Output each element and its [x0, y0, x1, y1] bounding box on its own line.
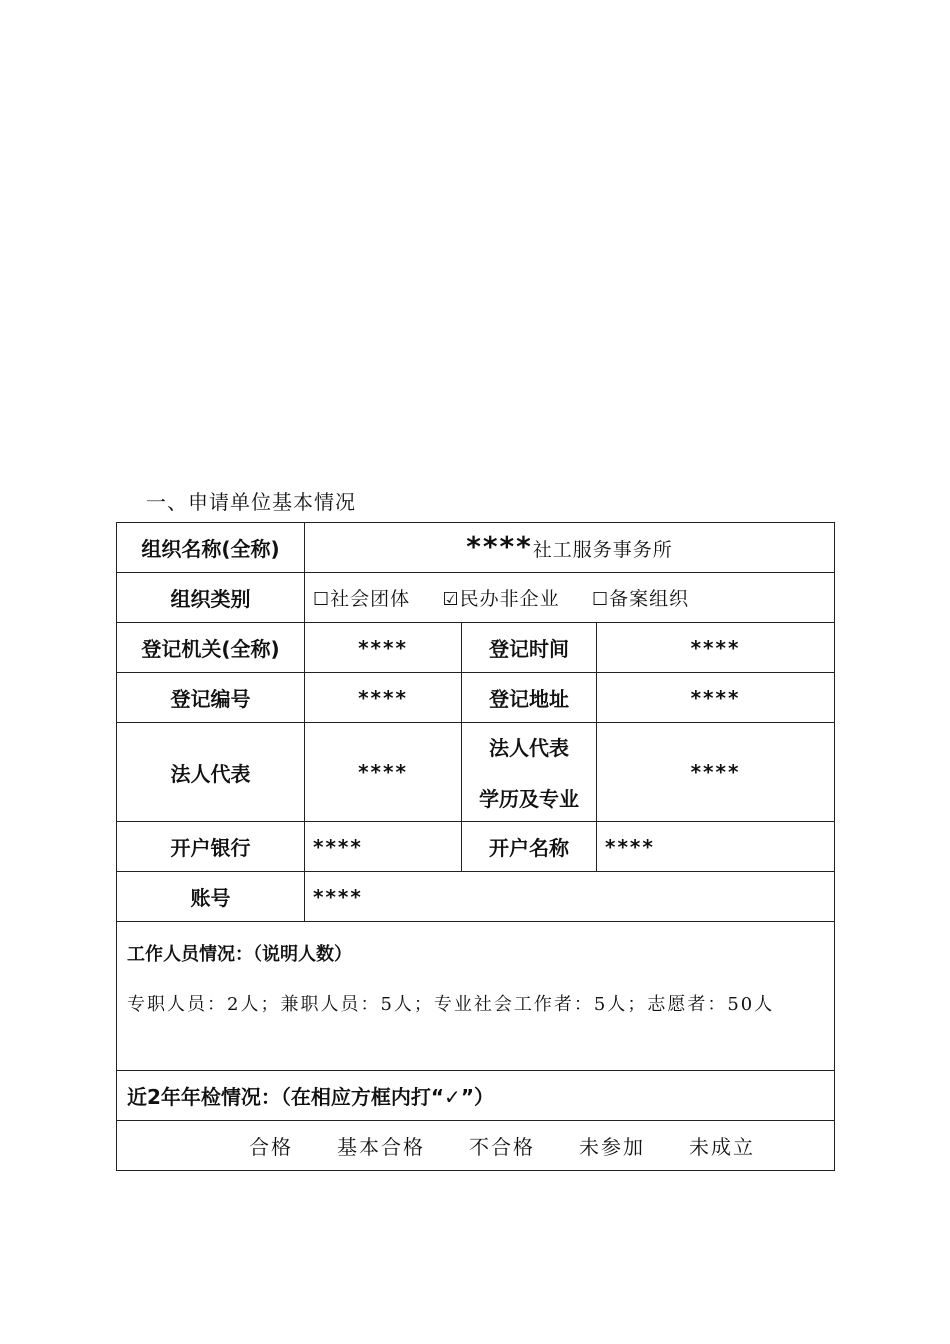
label-legal-rep-education-line1: 法人代表 [489, 736, 569, 760]
checkbox-unchecked-icon[interactable]: ☐ [592, 589, 610, 610]
value-reg-address: **** [597, 673, 835, 723]
checkbox-unchecked-icon[interactable]: ☐ [313, 589, 331, 610]
row-annual-inspection-options [117, 1121, 835, 1171]
application-form-table [116, 522, 835, 1171]
value-reg-time: **** [597, 623, 835, 673]
staff-section [117, 922, 835, 1071]
org-type-option-registered-org[interactable]: ☐备案组织 [592, 588, 690, 610]
value-account-number: **** [305, 872, 835, 922]
row-bank [117, 822, 835, 872]
row-staff [117, 922, 835, 1071]
inspection-option-basic-pass[interactable]: 基本合格 [337, 1135, 425, 1159]
checkbox-checked-icon[interactable]: ☑ [442, 589, 460, 610]
annual-inspection-heading: 近2年年检情况：（在相应方框内打“✓”） [117, 1071, 835, 1121]
row-account-number [117, 872, 835, 922]
org-name-suffix: 社工服务事务所 [532, 539, 673, 561]
label-account-number: 账号 [117, 872, 305, 922]
org-type-options [305, 573, 835, 623]
label-reg-address: 登记地址 [462, 673, 597, 723]
label-account-name: 开户名称 [462, 822, 597, 872]
label-reg-time: 登记时间 [462, 623, 597, 673]
inspection-option-fail[interactable]: 不合格 [469, 1135, 535, 1159]
row-legal-rep [117, 723, 835, 822]
label-legal-rep-education-line2: 学历及专业 [479, 787, 579, 811]
value-legal-rep-education: **** [597, 723, 835, 822]
staff-details: 专职人员：2人；兼职人员：5人；专业社会工作者：5人；志愿者：50人 [127, 994, 775, 1015]
value-reg-number: **** [305, 673, 462, 723]
staff-heading: 工作人员情况：（说明人数） [127, 944, 352, 965]
label-reg-number: 登记编号 [117, 673, 305, 723]
label-legal-rep-education [462, 723, 597, 822]
inspection-option-not-established[interactable]: 未成立 [689, 1135, 755, 1159]
value-account-name: **** [597, 822, 835, 872]
org-type-option-social-group[interactable]: ☐社会团体 [313, 588, 411, 610]
label-bank: 开户银行 [117, 822, 305, 872]
value-legal-rep: **** [305, 723, 462, 822]
label-org-name: 组织名称(全称) [117, 523, 305, 573]
label-org-type: 组织类别 [117, 573, 305, 623]
row-registration [117, 623, 835, 673]
row-org-type [117, 573, 835, 623]
org-type-option-private-nonenterprise[interactable]: ☑民办非企业 [442, 588, 560, 610]
inspection-option-pass[interactable]: 合格 [249, 1135, 293, 1159]
section-heading: 一、申请单位基本情况 [146, 490, 356, 514]
label-reg-authority: 登记机关(全称) [117, 623, 305, 673]
value-reg-authority: **** [305, 623, 462, 673]
label-legal-rep: 法人代表 [117, 723, 305, 822]
inspection-option-not-participated[interactable]: 未参加 [579, 1135, 645, 1159]
row-registration-number [117, 673, 835, 723]
value-org-name [305, 523, 835, 573]
org-name-stars: **** [466, 530, 533, 563]
row-annual-inspection-heading [117, 1071, 835, 1121]
row-org-name [117, 523, 835, 573]
value-bank: **** [305, 822, 462, 872]
annual-inspection-options [117, 1121, 835, 1171]
